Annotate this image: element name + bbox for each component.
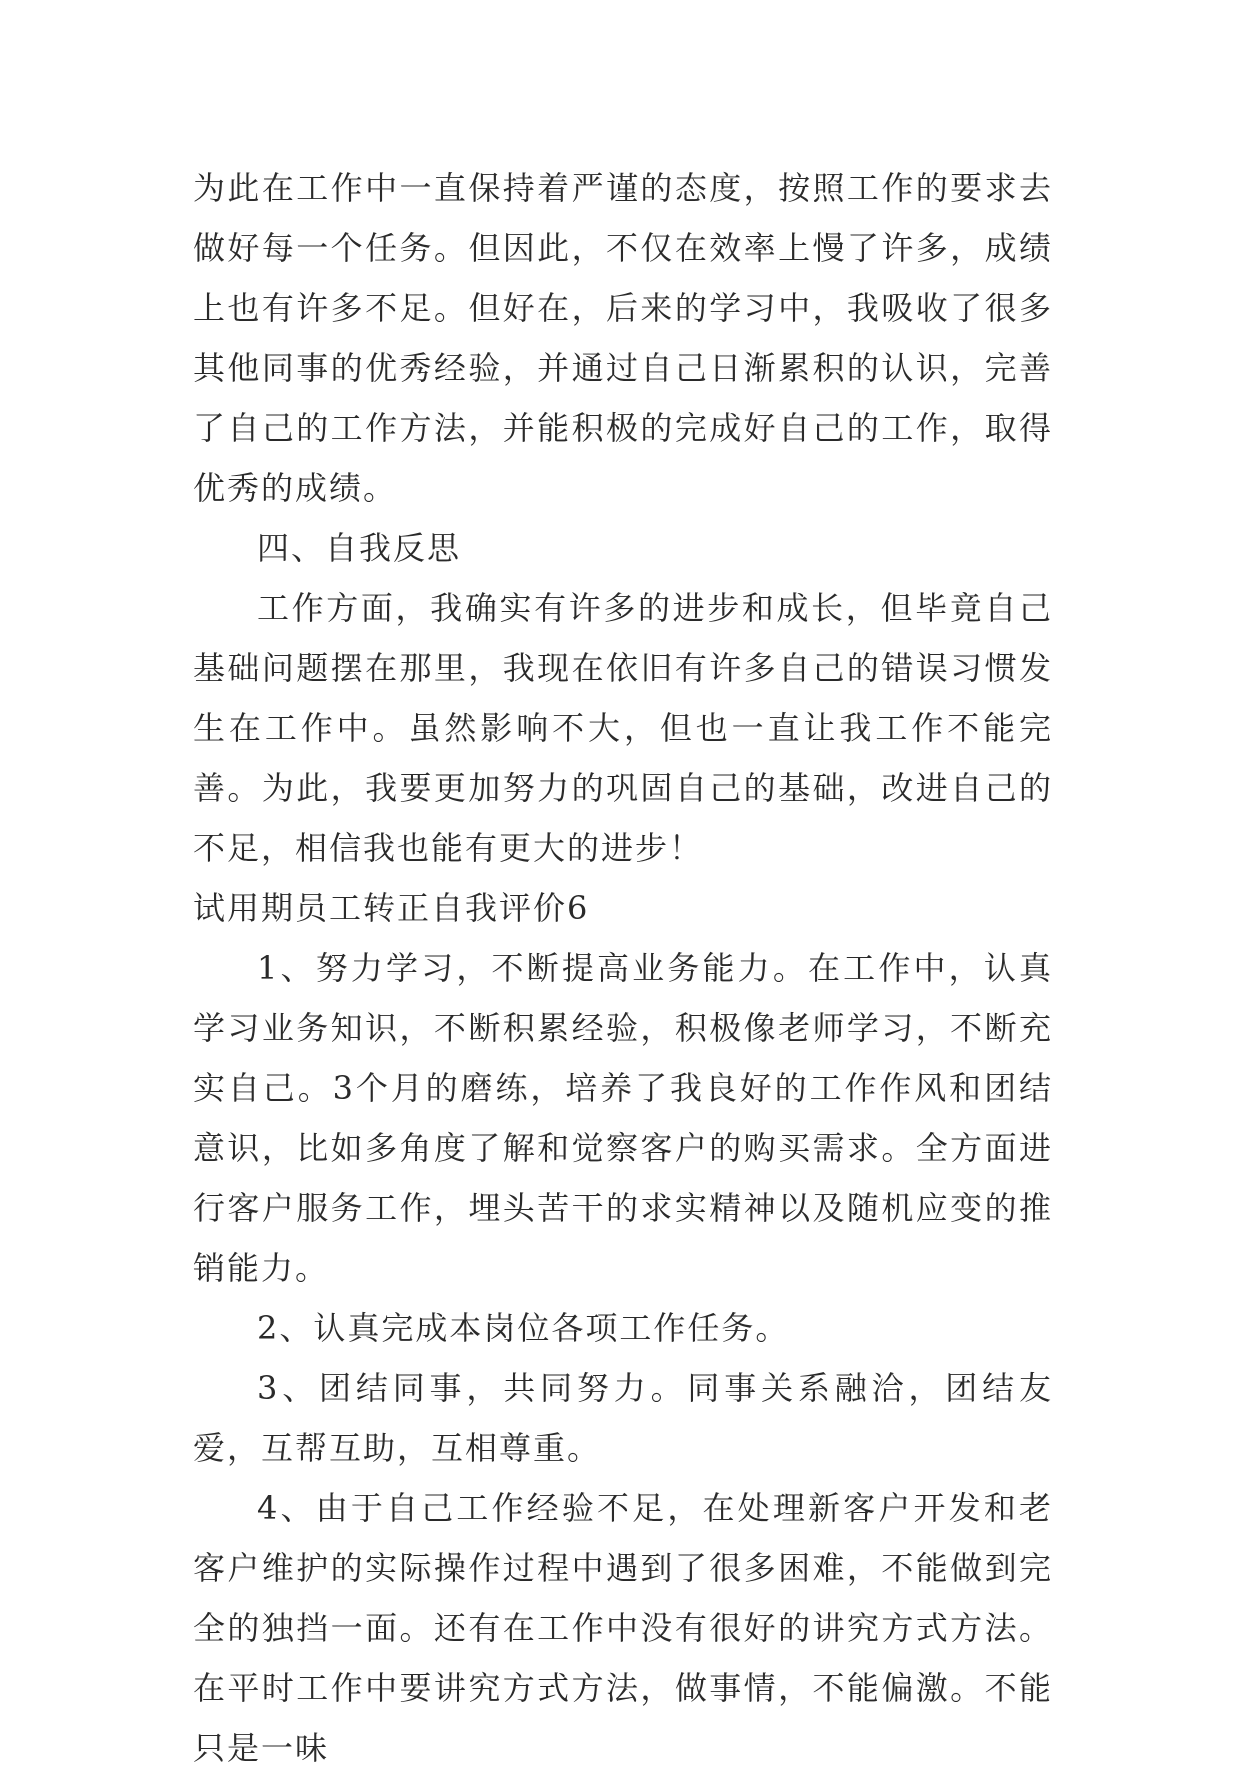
- list-item-1: 1、努力学习，不断提高业务能力。在工作中，认真学习业务知识，不断积累经验，积极像老师学习，不断充实自己。3个月的磨练，培养了我良好的工作作风和团结意识，比如多角度了解和觉察客户的购买需求。全方面进行客户服务工作，埋头苦干的求实精神以及随机应变的推销能力。: [193, 949, 1053, 1287]
- list-item-4: 4、由于自己工作经验不足，在处理新客户开发和老客户维护的实际操作过程中遇到了很多困难，不能做到完全的独挡一面。还有在工作中没有很好的讲究方式方法。在平时工作中要讲究方式方法，做事情，不能偏激。不能只是一味: [193, 1489, 1053, 1767]
- section-heading-self-reflection: 四、自我反思: [257, 529, 462, 567]
- list-item-3: 3、团结同事，共同努力。同事关系融洽，团结友爱，互帮互助，互相尊重。: [193, 1369, 1053, 1467]
- paragraph-work-aspects: 工作方面，我确实有许多的进步和成长，但毕竟自己基础问题摆在那里，我现在依旧有许多自己的错误习惯发生在工作中。虽然影响不大，但也一直让我工作不能完善。为此，我要更加努力的巩固自己的基础，改进自己的不足，相信我也能有更大的进步！: [193, 589, 1053, 867]
- paragraph-continuation: 为此在工作中一直保持着严谨的态度，按照工作的要求去做好每一个任务。但因此，不仅在效率上慢了许多，成绩上也有许多不足。但好在，后来的学习中，我吸收了很多其他同事的优秀经验，并通过自己日渐累积的认识，完善了自己的工作方法，并能积极的完成好自己的工作，取得优秀的成绩。: [193, 169, 1053, 507]
- document-heading-6: 试用期员工转正自我评价6: [193, 889, 590, 927]
- list-item-2: 2、认真完成本岗位各项工作任务。: [257, 1309, 790, 1347]
- document-body: [193, 158, 1053, 1778]
